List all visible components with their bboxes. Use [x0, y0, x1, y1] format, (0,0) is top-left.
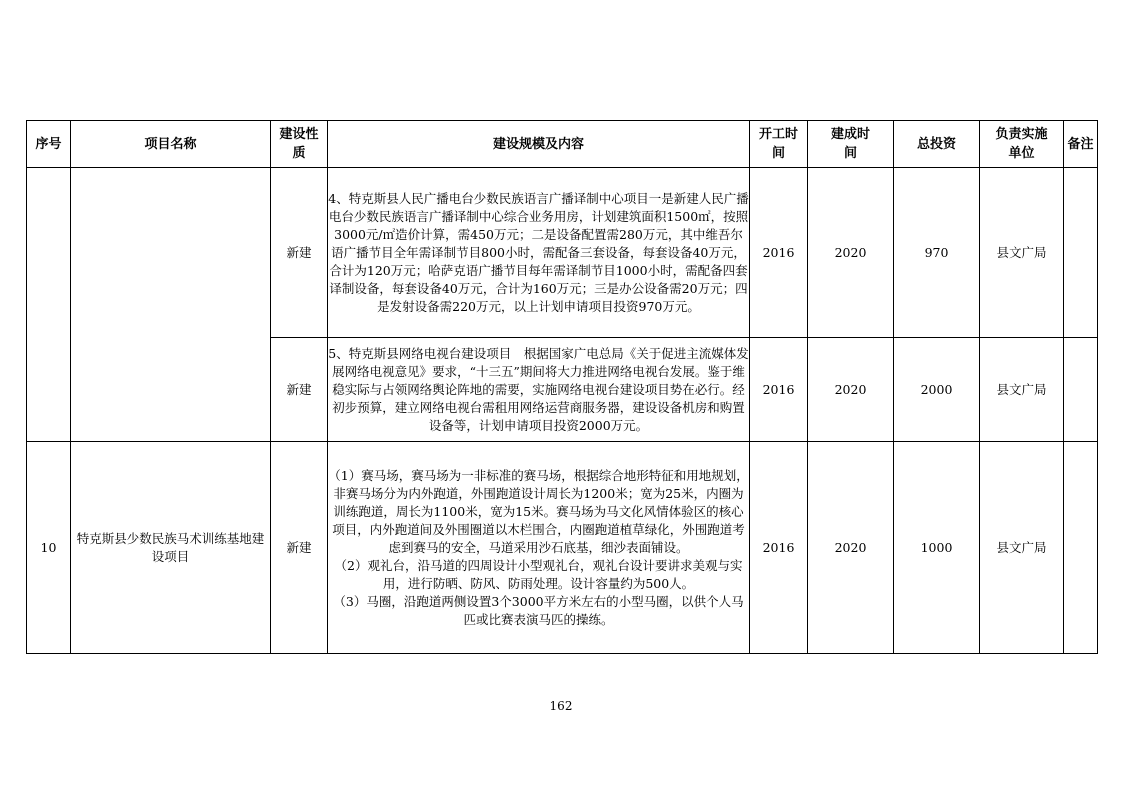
cell-invest: 1000	[894, 442, 980, 654]
cell-content: 5、特克斯县网络电视台建设项目 根据国家广电总局《关于促进主流媒体发展网络电视意见》要求，“十三五”期间将大力推进网络电视台发展。鉴于维稳实际与占领网络舆论阵地的需要，实施网络电视台建设项目势在必行。经初步预算，建立网络电视台需租用网络运营商服务器，建设设备机房和购置设备等，计划申请项目投资2000万元。	[328, 338, 750, 442]
header-nature: 建设性 质	[271, 121, 328, 168]
cell-no: 10	[27, 442, 71, 654]
cell-start: 2016	[750, 168, 808, 338]
cell-name: 特克斯县少数民族马术训练基地建设项目	[71, 442, 271, 654]
header-content: 建设规模及内容	[328, 121, 750, 168]
cell-unit: 县文广局	[980, 338, 1064, 442]
cell-note	[1064, 168, 1098, 338]
cell-end: 2020	[808, 442, 894, 654]
cell-no	[27, 168, 71, 442]
cell-nature: 新建	[271, 168, 328, 338]
header-end: 建成时 间	[808, 121, 894, 168]
header-no: 序号	[27, 121, 71, 168]
cell-unit: 县文广局	[980, 442, 1064, 654]
header-start: 开工时 间	[750, 121, 808, 168]
page-number: 162	[549, 699, 573, 713]
cell-name	[71, 168, 271, 442]
header-unit: 负责实施 单位	[980, 121, 1064, 168]
cell-nature: 新建	[271, 442, 328, 654]
cell-content: 4、特克斯县人民广播电台少数民族语言广播译制中心项目一是新建人民广播电台少数民族语言广播译制中心综合业务用房，计划建筑面积1500㎡，按照3000元/㎡造价计算，需450万元；二是设备配置需280万元，其中维吾尔语广播节目全年需译制节目800小时，需配备三套设备，每套设备40万元，合计为120万元；哈萨克语广播节目每年需译制节目1000小时，需配备四套译制设备，每套设备40万元，合计为160万元；三是办公设备需20万元；四是发射设备需220万元，以上计划申请项目投资970万元。	[328, 168, 750, 338]
cell-invest: 970	[894, 168, 980, 338]
header-note: 备注	[1064, 121, 1098, 168]
cell-start: 2016	[750, 442, 808, 654]
cell-invest: 2000	[894, 338, 980, 442]
project-table	[26, 120, 1098, 654]
cell-end: 2020	[808, 338, 894, 442]
table-header-row	[27, 121, 1098, 168]
cell-nature: 新建	[271, 338, 328, 442]
header-invest: 总投资	[894, 121, 980, 168]
table-row	[27, 442, 1098, 654]
cell-note	[1064, 442, 1098, 654]
table-row	[27, 168, 1098, 338]
cell-end: 2020	[808, 168, 894, 338]
cell-unit: 县文广局	[980, 168, 1064, 338]
cell-content: （1）赛马场，赛马场为一非标准的赛马场，根据综合地形特征和用地规划，非赛马场分为内外跑道，外围跑道设计周长为1200米；宽为25米，内圈为训练跑道，周长为1100米，宽为15米。赛马场为马文化风情体验区的核心项目，内外跑道间及外围圈道以木栏围合，内圈跑道植草绿化，外围跑道考虑到赛马的安全，马道采用沙石底基，细沙表面铺设。 （2）观礼台，沿马道的四周设计小型观礼台，观礼台设计要讲求美观与实用，进行防晒、防风、防雨处理。设计容量约为500人。 （3）马圈，沿跑道两侧设置3个3000平方米左右的小型马圈，以供个人马匹或比赛表演马匹的操练。	[328, 442, 750, 654]
cell-note	[1064, 338, 1098, 442]
cell-start: 2016	[750, 338, 808, 442]
header-name: 项目名称	[71, 121, 271, 168]
